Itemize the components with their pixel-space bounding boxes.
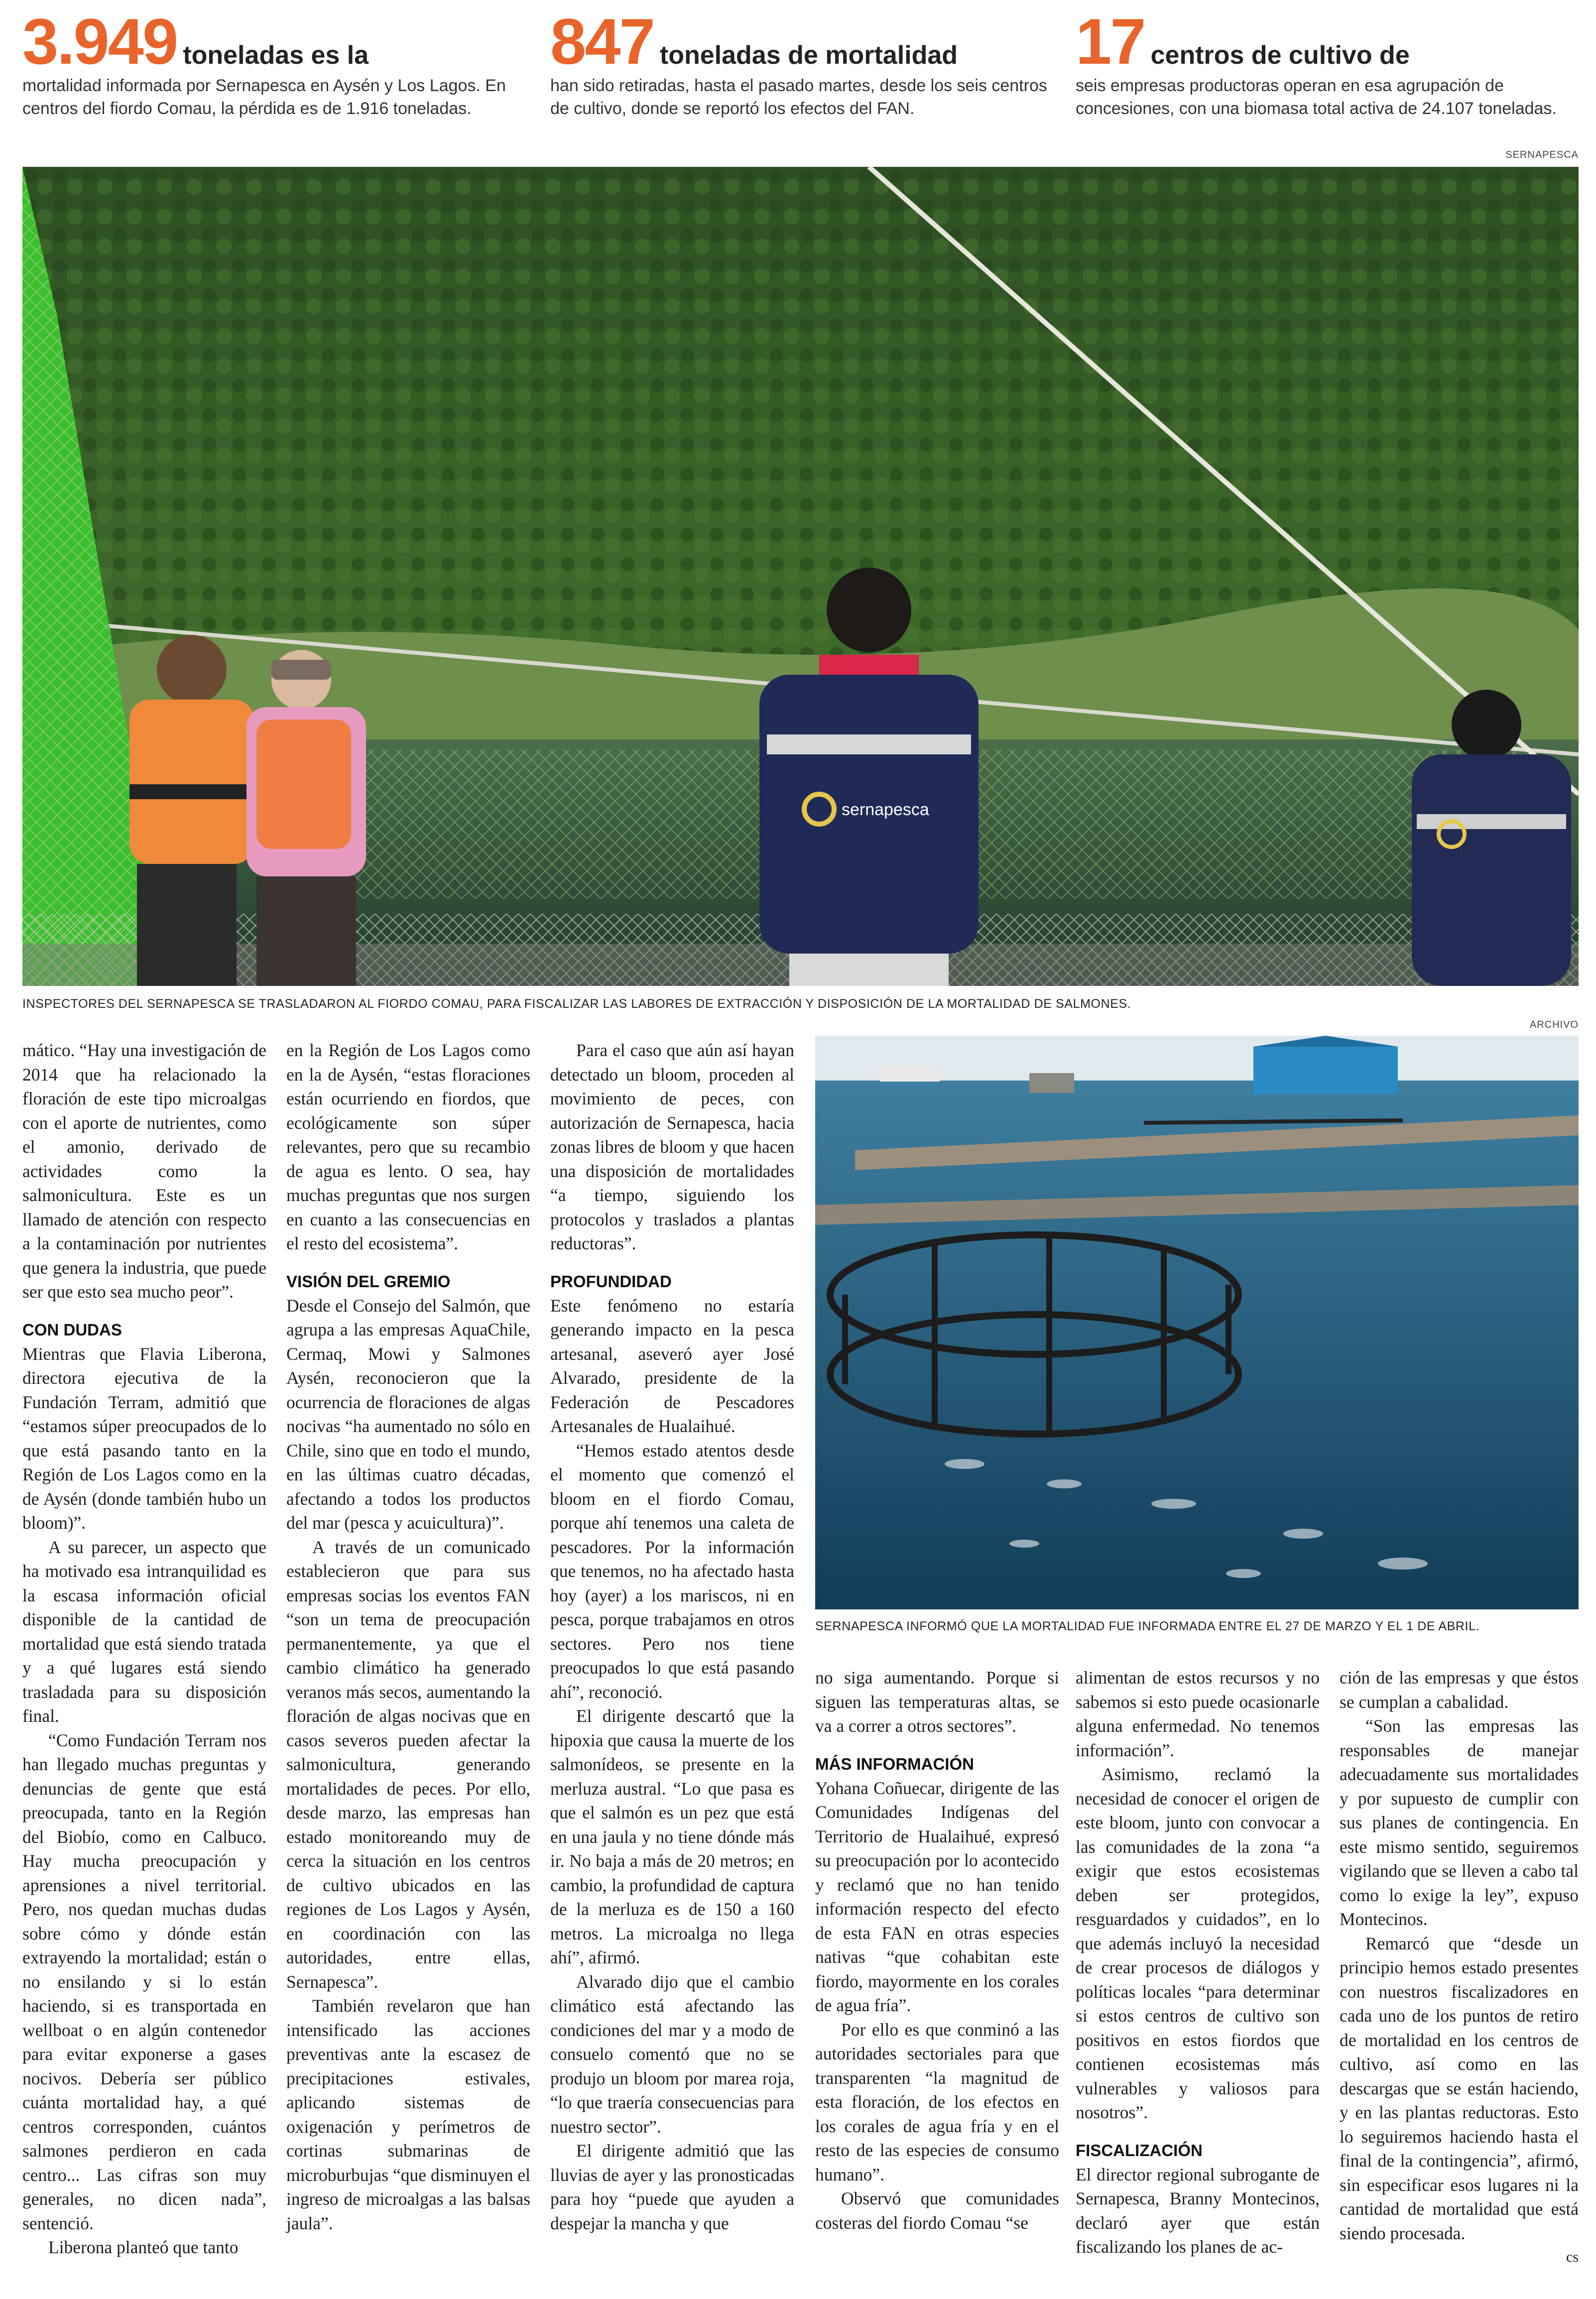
paragraph: Este fenómeno no estaría generando impacto en la pesca artesanal, aseveró ayer José Alvarado, presidente de la Federación de Pescadores Artesanales de Hualaihué.: [550, 1295, 794, 1436]
stat-lead: centros de cultivo de: [1150, 41, 1410, 70]
paragraph: Mientras que Flavia Liberona, directora ejecutiva de la Fundación Terram, admitió que “estamos súper preocupados de lo que está pasando tanto en la Región de Los Lagos como en la de Aysén (donde también hubo un bloom)”.: [22, 1343, 266, 1533]
article-column-4: [815, 1666, 1059, 2235]
paragraph: Yohana Coñuecar, dirigente de las Comunidades Indígenas del Territorio de Hualaihué, expresó su preocupación por lo acontecido y reclamó que no han tenido información respecto del efecto de esta FAN en otras especies nativas “que cohabitan este fiordo, mayormente en los corales de agua fría”.: [815, 1778, 1059, 2015]
paragraph: Asimismo, reclamó la necesidad de conocer el origen de este bloom, junto con convocar a las comunidades de la zona “a exigir que estos ecosistemas deben ser protegidos, resguardados y cuidados”, en lo que además incluyó la necesidad de crear procesos de diálogos y políticas locales “para determinar si estos centros de cultivo son positivos en estos fiordos que contienen ecosistemas más vulnerables y valiosos para nosotros”.: [1076, 1764, 1320, 2122]
secondary-photo: [815, 1036, 1579, 1609]
stat-number: 17: [1076, 5, 1145, 78]
stat-number: 847: [550, 5, 654, 78]
paragraph: Liberona planteó que tanto: [48, 2237, 239, 2257]
photo-credit: ARCHIVO: [1529, 1019, 1579, 1030]
subheading: MÁS INFORMACIÓN: [815, 1754, 974, 1773]
stat-lead: toneladas es la: [183, 41, 369, 70]
paragraph: ción de las empresas y que éstos se cumplan a cabalidad.: [1340, 1668, 1579, 1712]
paragraph: alimentan de estos recursos y no sabemos si esto puede ocasionarle alguna enfermedad. No tenemos información”.: [1076, 1668, 1320, 1760]
paragraph: Para el caso que aún así hayan detectado un bloom, proceden al movimiento de peces, con autorización de Sernapesca, hacia zonas libres de bloom y que hacen una disposición de mortalidades “a tiempo, siguiendo los protocolos y traslados a plantas reductoras”.: [550, 1040, 794, 1253]
salmon-cages-illustration: [815, 1036, 1579, 1609]
stat-number: 3.949: [22, 5, 177, 78]
photo-credit: SERNAPESCA: [1505, 149, 1579, 160]
article-column-6: [1340, 1666, 1579, 2270]
article-column-1: [22, 1038, 266, 2260]
paragraph: no siga aumentando. Porque si siguen las temperaturas altas, se va a correr a otros sectores”.: [815, 1668, 1059, 1736]
stat-text: mortalidad informada por Sernapesca en Aysén y Los Lagos. En centros del fiordo Comau, la pérdida es de 1.916 toneladas.: [22, 76, 506, 118]
paragraph: “Como Fundación Terram nos han llegado muchas preguntas y denuncias de gente que está preocupada, tanto en la Región del Biobío, como en Calbuco. Hay mucha preocupación y aprensiones a nivel territorial. Pero, nos quedan muchas dudas sobre cómo y dónde están extrayendo la mortalidad; están o no ensilando y si lo están haciendo, si es transportada en wellboat o en algún contenedor para evitar exponerse a gases nocivos. Debería ser público cuánta mortalidad hay, a qué centros corresponden, cuántos salmones perdieron en cada centro... Las cifras son muy generales, no dicen nada”, sentenció.: [22, 1730, 266, 2233]
stat-block-1: [22, 5, 520, 120]
photo-caption: INSPECTORES DEL SERNAPESCA SE TRASLADARON AL FIORDO COMAU, PARA FISCALIZAR LAS LABORES DE EXTRACCIÓN Y DISPOSICIÓN DE LA MORTALIDAD DE SALMONES.: [22, 997, 1131, 1011]
photo-caption: SERNAPESCA INFORMÓ QUE LA MORTALIDAD FUE INFORMADA ENTRE EL 27 DE MARZO Y EL 1 DE ABRIL.: [815, 1619, 1480, 1633]
paragraph: A través de un comunicado establecieron que para sus empresas socias los eventos FAN “son un tema de preocupación permanentemente, ya que el cambio climático ha generado veranos más secos, aumentando la floración de algas nocivas que en casos severos pueden afectar la salmonicultura, generando mortalidades de peces. Por ello, desde marzo, las empresas han estado monitoreando muy de cerca la situación en los centros de cultivo ubicados en las regiones de Los Lagos y Aysén, en coordinación con las autoridades, entre ellas, Sernapesca”.: [286, 1537, 530, 1992]
stat-block-2: [550, 5, 1048, 120]
stat-lead: toneladas de mortalidad: [659, 41, 958, 70]
subheading: CON DUDAS: [22, 1320, 122, 1339]
paragraph: A su parecer, un aspecto que ha motivado esa intranquilidad es la escasa información oficial disponible de la cantidad de mortalidad que está siendo tratada y a qué lugares está siendo trasladada para su disposición final.: [22, 1537, 266, 1726]
article-column-2: [286, 1038, 530, 2235]
paragraph: “Son las empresas las responsables de manejar adecuadamente sus mortalidades y por supuesto de cumplir con sus planes de contingencia. En este mismo sentido, seguiremos vigilando que se lleven a cabo tal como lo exige la ley”, expuso Montecinos.: [1340, 1716, 1579, 1929]
article-column-5: [1076, 1666, 1320, 2259]
paragraph: El dirigente admitió que las lluvias de ayer y las pronosticadas para hoy “puede que ayuden a despejar la mancha y que: [550, 2141, 794, 2233]
stat-text: han sido retiradas, hasta el pasado martes, desde los seis centros de cultivo, donde se reportó los efectos del FAN.: [550, 76, 1047, 118]
subheading: FISCALIZACIÓN: [1076, 2141, 1203, 2160]
paragraph: Por ello es que conminó a las autoridades sectoriales para que transparenten “la magnitud de esta floración, de los efectos en los corales de agua fría y en el resto de las especies de consumo humano”.: [815, 2019, 1059, 2184]
vest-logo-text: sernapesca: [842, 800, 929, 819]
paragraph: También revelaron que han intensificado las acciones preventivas ante la escasez de precipitaciones estivales, aplicando sistemas de oxigenación y perímetros de cortinas submarinas de microburbujas “que disminuyen el ingreso de microalgas a las balsas jaula”.: [286, 1996, 530, 2233]
stat-text: seis empresas productoras operan en esa agrupación de concesiones, con una biomasa total activa de 24.107 toneladas.: [1076, 76, 1557, 118]
paragraph: en la Región de Los Lagos como en la de Aysén, “estas floraciones están ocurriendo en fiordos, que ecológicamente son súper relevantes, pero que su recambio de agua es lento. O sea, hay muchas preguntas que nos surgen en cuanto a las consecuencias en el resto del ecosistema”.: [286, 1040, 530, 1253]
paragraph: “Hemos estado atentos desde el momento que comenzó el bloom en el fiordo Comau, porque ahí tenemos una caleta de pescadores. Por la información que tenemos, no ha afectado hasta hoy (ayer) a los mariscos, ni en pesca, porque trabajamos en otros sectores. Pero nos tiene preocupados lo que está pasando ahí”, reconoció.: [550, 1440, 794, 1702]
paragraph: El dirigente descartó que la hipoxia que causa la muerte de los salmonídeos, se presente en la merluza austral. “Lo que pasa es que el salmón es un pez que está en una jaula y no tiene dónde más ir. No baja a más de 20 metros; en cambio, la profundidad de captura de la merluza es de 150 a 160 metros. La microalga no llega ahí”, afirmó.: [550, 1706, 794, 1967]
paragraph: Desde el Consejo del Salmón, que agrupa a las empresas AquaChile, Cermaq, Mowi y Salmones Aysén, reconocieron que la ocurrencia de floraciones de algas nocivas “ha aumentado no sólo en Chile, sino que en todo el mundo, en las últimas cuatro décadas, afectando a todos los productos del mar (pesca y acuicultura)”.: [286, 1295, 530, 1533]
stat-block-3: [1076, 5, 1574, 120]
end-of-article-mark: cs: [1566, 2249, 1579, 2265]
subheading: PROFUNDIDAD: [550, 1272, 672, 1291]
article-column-3: [550, 1038, 794, 2235]
paragraph: Remarcó que “desde un principio hemos estado presentes con nuestros fiscalizadores en cada uno de los puntos de retiro de mortalidad en los centros de cultivo, así como en las descargas que se están haciendo, y en las plantas reductoras. Esto lo seguiremos haciendo hasta el final de la contingencia”, afirmó, sin especificar esos lugares ni la cantidad de mortalidad que está siendo procesada.: [1340, 1933, 1579, 2243]
paragraph: mático. “Hay una investigación de 2014 que ha relacionado la floración de este tipo microalgas con el aporte de nutrientes, como el amonio, derivado de actividades como la salmonicultura. Este es un llamado de atención con respecto a la contaminación por nutrientes que genera la industria, que puede ser que esto sea mucho peor”.: [22, 1040, 266, 1302]
paragraph: Alvarado dijo que el cambio climático está afectando las condiciones del mar y a modo de consuelo comentó que no se produjo un bloom por marea roja, “lo que traería consecuencias para nuestro sector”.: [550, 1971, 794, 2137]
fish-farm-inspectors-illustration: [22, 167, 1579, 986]
paragraph: El director regional subrogante de Sernapesca, Branny Montecinos, declaró ayer que están fiscalizando los planes de ac-: [1076, 2164, 1320, 2257]
main-photo: [22, 167, 1579, 986]
paragraph: Observó que comunidades costeras del fiordo Comau “se: [815, 2188, 1059, 2233]
subheading: VISIÓN DEL GREMIO: [286, 1272, 451, 1291]
